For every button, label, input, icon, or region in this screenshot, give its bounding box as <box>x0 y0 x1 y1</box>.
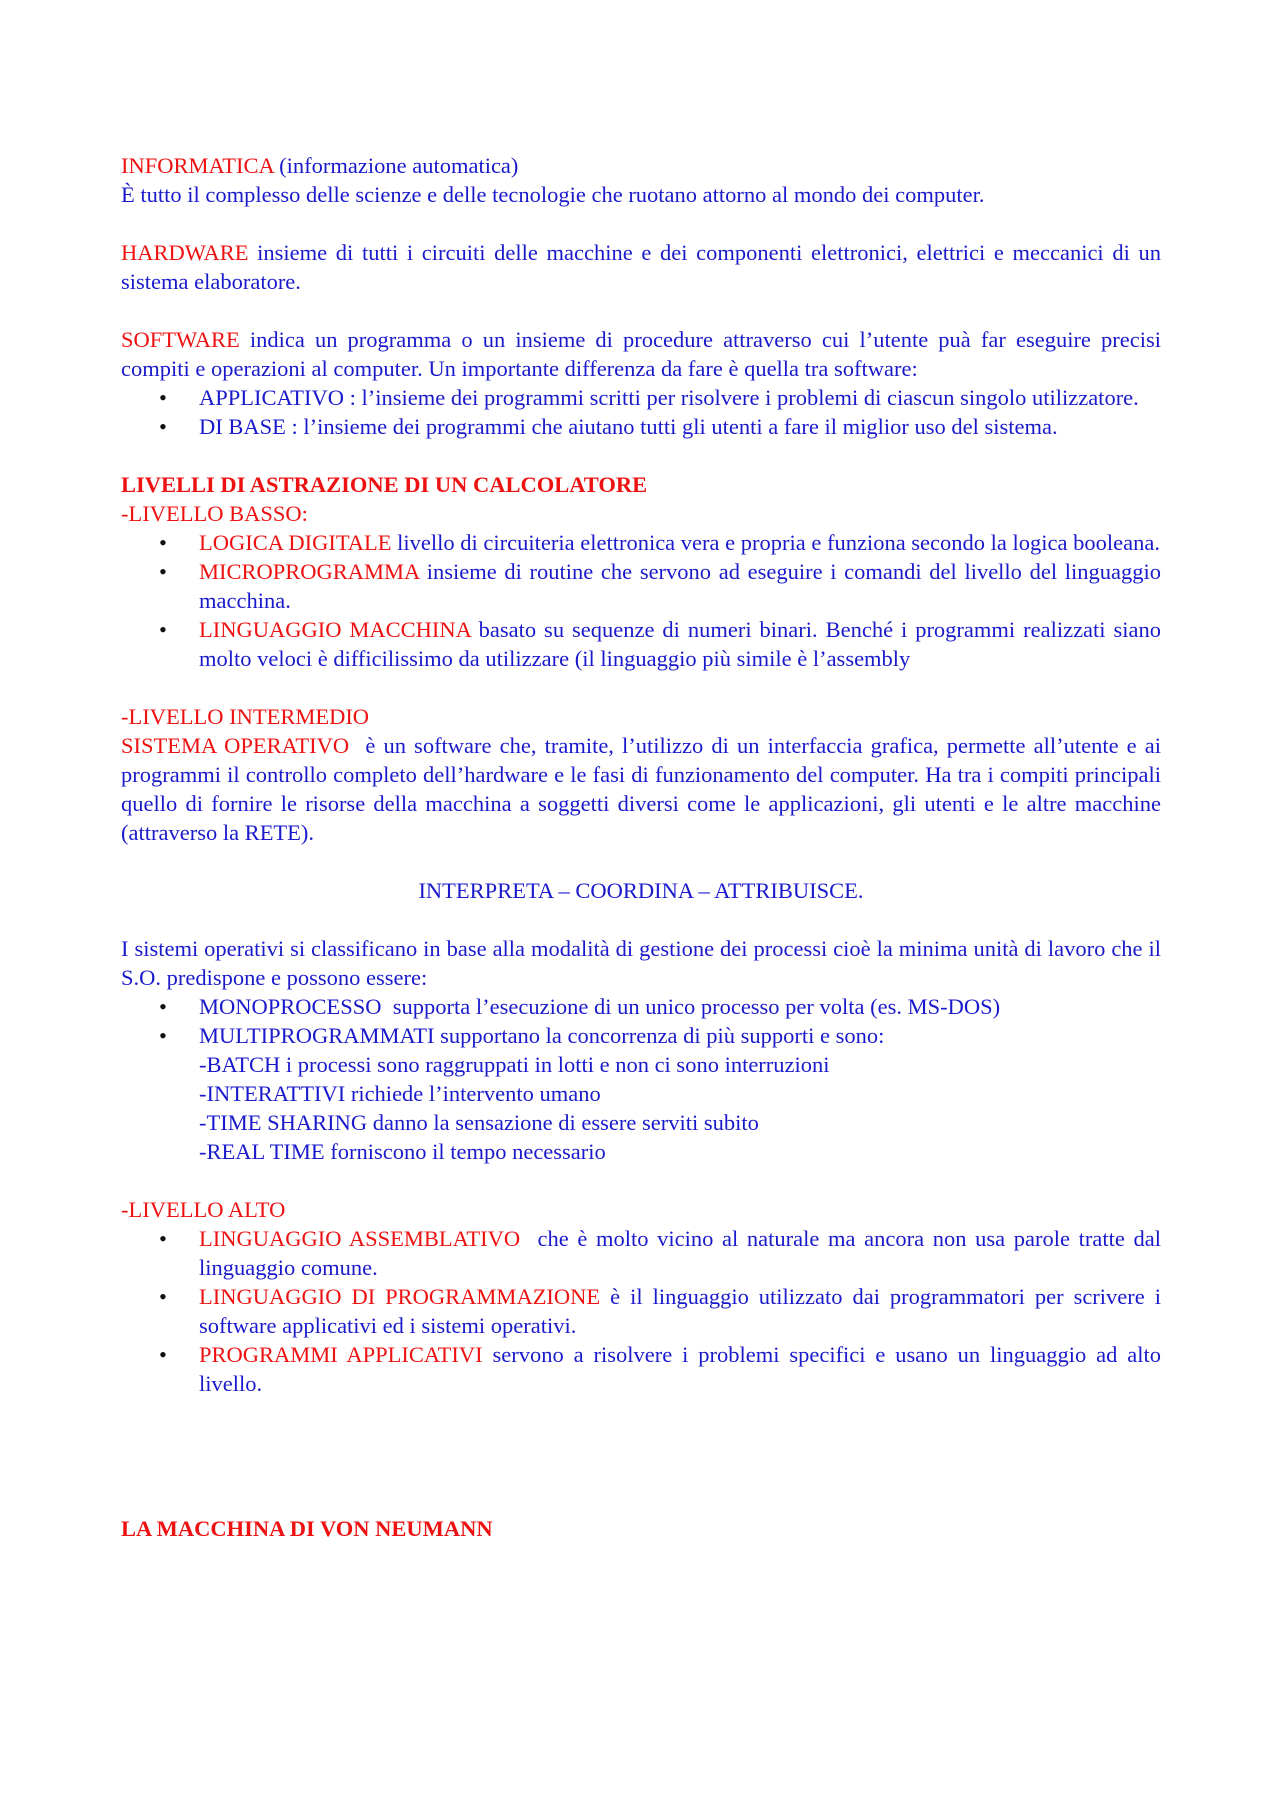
list-item <box>121 1224 1167 1282</box>
list-item-text: che è molto vicino al naturale ma ancora non usa parole tratte dal linguaggio comune. <box>199 1226 1167 1280</box>
bullet-icon: • <box>159 559 167 584</box>
list-item <box>121 557 1161 615</box>
sub-item-interattivi: -INTERATTIVI richiede l’intervento umano <box>199 1081 601 1106</box>
list-item <box>121 615 1161 673</box>
sistema-operativo-term: SISTEMA OPERATIVO <box>121 733 350 758</box>
list-item-text: MULTIPROGRAMMATI supportano la concorrenza di più supporti e sono: <box>199 1023 885 1048</box>
list-item-text: livello di circuiteria elettronica vera e propria e funziona secondo la logica booleana. <box>391 530 1160 555</box>
list-item <box>121 412 1161 441</box>
bullet-icon: • <box>159 1023 167 1048</box>
bullet-icon: • <box>159 1342 167 1367</box>
sub-item-time-sharing: -TIME SHARING danno la sensazione di essere serviti subito <box>199 1110 759 1135</box>
livello-alto-list <box>121 1224 1167 1398</box>
center-line: INTERPRETA – COORDINA – ATTRIBUISCE. <box>418 878 864 903</box>
bullet-icon: • <box>159 385 167 410</box>
list-item <box>121 1282 1161 1340</box>
hardware-term: HARDWARE <box>121 240 249 265</box>
list-item-term: MICROPROGRAMMA <box>199 559 420 584</box>
classification-paragraph: I sistemi operativi si classificano in base alla modalità di gestione dei processi cioè la minima unità di lavoro che il S.O. predispone e possono essere: <box>121 936 1161 990</box>
list-item-text: basato su sequenze di numeri binari. Benché i programmi realizzati siano molto veloci è difficilissimo da utilizzare (il linguaggio più simile è l’assembly <box>199 617 1161 671</box>
bullet-icon: • <box>159 1284 167 1309</box>
hardware-definition: insieme di tutti i circuiti delle macchine e dei componenti elettronici, elettrici e meccanici di un sistema elaboratore. <box>121 240 1161 294</box>
list-item-text: APPLICATIVO : l’insieme dei programmi scritti per risolvere i problemi di ciascun singolo utilizzatore. <box>199 385 1139 410</box>
livello-intermedio-list <box>121 992 1161 1166</box>
livello-basso-title: -LIVELLO BASSO: <box>121 501 308 526</box>
bullet-icon: • <box>159 530 167 555</box>
software-definition: indica un programma o un insieme di procedure attraverso cui l’utente puà far eseguire precisi compiti e operazioni al computer. Un importante differenza da fare è quella tra software: <box>121 327 1161 381</box>
list-item-text: è il linguaggio utilizzato dai programmatori per scrivere i software applicativi ed i sistemi operativi. <box>199 1284 1161 1338</box>
list-item-text: servono a risolvere i problemi specifici e usano un linguaggio ad alto livello. <box>199 1342 1161 1396</box>
sistema-operativo-paragraph <box>121 731 1167 847</box>
list-item-term: LINGUAGGIO ASSEMBLATIVO <box>199 1226 521 1251</box>
informatica-term: INFORMATICA <box>121 153 274 178</box>
software-list <box>121 383 1161 441</box>
bullet-icon: • <box>159 414 167 439</box>
list-item-text: DI BASE : l’insieme dei programmi che aiutano tutti gli utenti a fare il miglior uso del sistema. <box>199 414 1058 439</box>
hardware-paragraph <box>121 238 1161 296</box>
list-item-term: PROGRAMMI APPLICATIVI <box>199 1342 483 1367</box>
informatica-definition: È tutto il complesso delle scienze e delle tecnologie che ruotano attorno al mondo dei computer. <box>121 182 985 207</box>
bullet-icon: • <box>159 994 167 1019</box>
list-item <box>121 383 1161 412</box>
list-item-text: insieme di routine che servono ad eseguire i comandi del livello del linguaggio macchina. <box>199 559 1161 613</box>
livelli-heading: LIVELLI DI ASTRAZIONE DI UN CALCOLATORE <box>121 472 648 497</box>
list-item-term: LINGUAGGIO DI PROGRAMMAZIONE <box>199 1284 601 1309</box>
bullet-icon: • <box>159 617 167 642</box>
list-item <box>121 1021 1161 1166</box>
sub-item-batch: -BATCH i processi sono raggruppati in lotti e non ci sono interruzioni <box>199 1052 830 1077</box>
software-term: SOFTWARE <box>121 327 240 352</box>
bullet-icon: • <box>159 1226 167 1251</box>
list-item <box>121 528 1161 557</box>
document-page <box>121 151 1167 1543</box>
software-paragraph <box>121 325 1161 383</box>
von-neumann-heading: LA MACCHINA DI VON NEUMANN <box>121 1516 493 1541</box>
informatica-paragraph <box>121 151 1161 180</box>
livello-basso-list <box>121 528 1161 673</box>
sistema-operativo-definition: è un software che, tramite, l’utilizzo di un interfaccia grafica, permette all’utente e ai programmi il controllo completo dell’hardware e le fasi di funzionamento del computer. Ha tra i compiti principali quello di fornire le risorse della macchina a soggetti diversi come le applicazioni, gli utenti e le altre macchine (attraverso la RETE). <box>121 733 1167 845</box>
sub-item-real-time: -REAL TIME forniscono il tempo necessario <box>199 1139 606 1164</box>
informatica-paren: (informazione automatica) <box>273 153 519 178</box>
list-item-term: LOGICA DIGITALE <box>199 530 392 555</box>
livello-intermedio-title: -LIVELLO INTERMEDIO <box>121 704 370 729</box>
list-item <box>121 1340 1161 1398</box>
livello-alto-title: -LIVELLO ALTO <box>121 1197 286 1222</box>
list-item <box>121 992 1161 1021</box>
list-item-term: LINGUAGGIO MACCHINA <box>199 617 471 642</box>
list-item-text: MONOPROCESSO supporta l’esecuzione di un unico processo per volta (es. MS-DOS) <box>199 994 1001 1019</box>
